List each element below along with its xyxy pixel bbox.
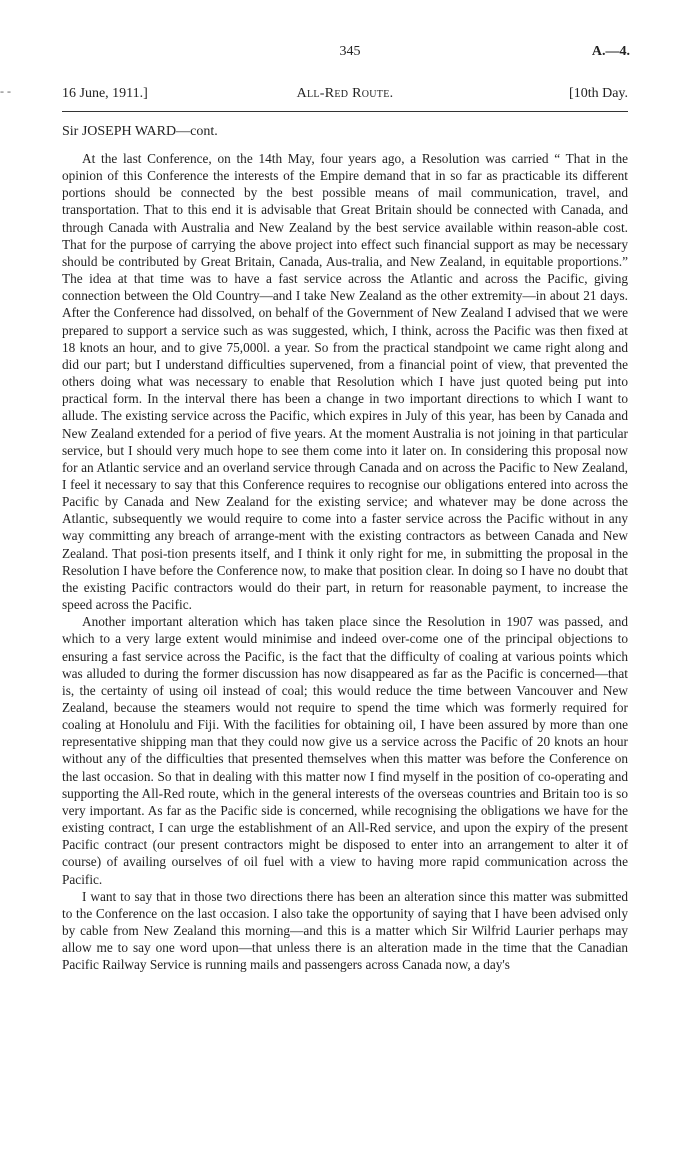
margin-mark: - - — [0, 84, 11, 98]
running-header-date: 16 June, 1911.] — [62, 86, 148, 101]
speaker-heading: Sir JOSEPH WARD—cont. — [62, 124, 218, 139]
body-text — [62, 150, 628, 974]
paragraph: At the last Conference, on the 14th May, four years ago, a Resolution was carried “ That in the opinion of this Conference the interests of the Empire demand that in so far as practicable its different portions should be connected by the best possible means of mail communication, travel, and transportation. That to this end it is advisable that Great Britain should be connected with Canada, and through Canada with Australia and New Zealand by the best service available within reason-able cost. That for the purpose of carrying the above project into effect such financial support as may be necessary should be contributed by Great Britain, Canada, Aus-tralia, and New Zealand, in equitable proportions.” The idea at that time was to have a fast service across the Atlantic and across the Pacific, giving connection between the Old Country—and I take New Zealand as the other extremity—in about 21 days. After the Conference had dissolved, on behalf of the Government of New Zealand I advised that we were prepared to support a service such as was suggested, which, I think, across the Pacific was then fixed at 18 knots an hour, and to give 75,000l. a year. So from the practical standpoint we came right along and did our part; but I understand difficulties supervened, from a financial point of view, that prevented the others doing what was necessary to enable that Resolution which I have just quoted being put into practical form. In the interval there has been a change in two important directions to which I want to allude. The existing service across the Pacific, which expires in July of this year, has been by Canada and New Zealand extended for a period of five years. At the moment Australia is not joining in that particular service, but I should very much hope to see them come into it later on. In considering this proposal now for an Atlantic service and an overland service through Canada and on across the Pacific to New Zealand, I feel it necessary to say that this Conference requires to recognise our obligations entered into across the Pacific by Canada and New Zealand for the existing service; and whatever may be done across the Atlantic, subsequently we would require to come into a faster service across the Pacific without in any way committing any breach of arrange-ment with the existing contractors as between Canada and New Zealand. That posi-tion presents itself, and I think it only right for me, in submitting the proposal in the Resolution I have before the Conference now, to make that position clear. In doing so I have no doubt that the existing Pacific contractors would do their part, in return for reasonable payment, to increase the speed across the Pacific. — [62, 151, 628, 613]
header-rule — [62, 111, 628, 112]
document-reference: A.—4. — [591, 44, 630, 59]
running-header-day: [10th Day. — [569, 86, 628, 101]
paragraph: Another important alteration which has taken place since the Resolution in 1907 was passed, and which to a very large extent would minimise and indeed over-come one of the principal objections to ensuring a fast service across the Pacific, is the fact that the difficulty of coaling at various points which was alluded to during the former discussion has now disappeared as far as the Pacific is concerned—that is, the certainty of using oil instead of coal; this would reduce the time between Vancouver and New Zealand, because the steamers would not require to spend the time which was formerly required for coaling at Honolulu and Fiji. With the facilities for obtaining oil, I have been assured by more than one representative shipping man that they could now give us a service across the Pacific of 20 knots an hour without any of the difficulties that presented themselves when this matter was before the Conference on the last occasion. So that in dealing with this matter now I find myself in the position of co-operating and supporting the All-Red route, which in the general interests of the overseas countries and Britain too is so very important. As far as the Pacific side is concerned, while recognising the obligations we have for the existing contract, I can urge the establishment of an All-Red service, and upon the expiry of the present Pacific contract (our present contractors might be disposed to enter into an arrangement to alter it of course) of availing ourselves of oil fuel with a view to having more rapid communication across the Pacific. — [62, 614, 628, 887]
running-header — [62, 86, 628, 106]
running-header-title: All-Red Route. — [296, 86, 394, 101]
paragraph: I want to say that in those two directions there has been an alteration since this matter was submitted to the Conference on the last occasion. I also take the opportunity of saying that I have been advised only by cable from New Zealand this morning—and this is a matter which Sir Wilfrid Laurier perhaps may allow me to say one word upon—that unless there is an alteration made in the time that the Canadian Pacific Railway Service is running mails and passengers across Canada now, a day's — [62, 888, 628, 973]
page-number: 345 — [339, 44, 361, 59]
